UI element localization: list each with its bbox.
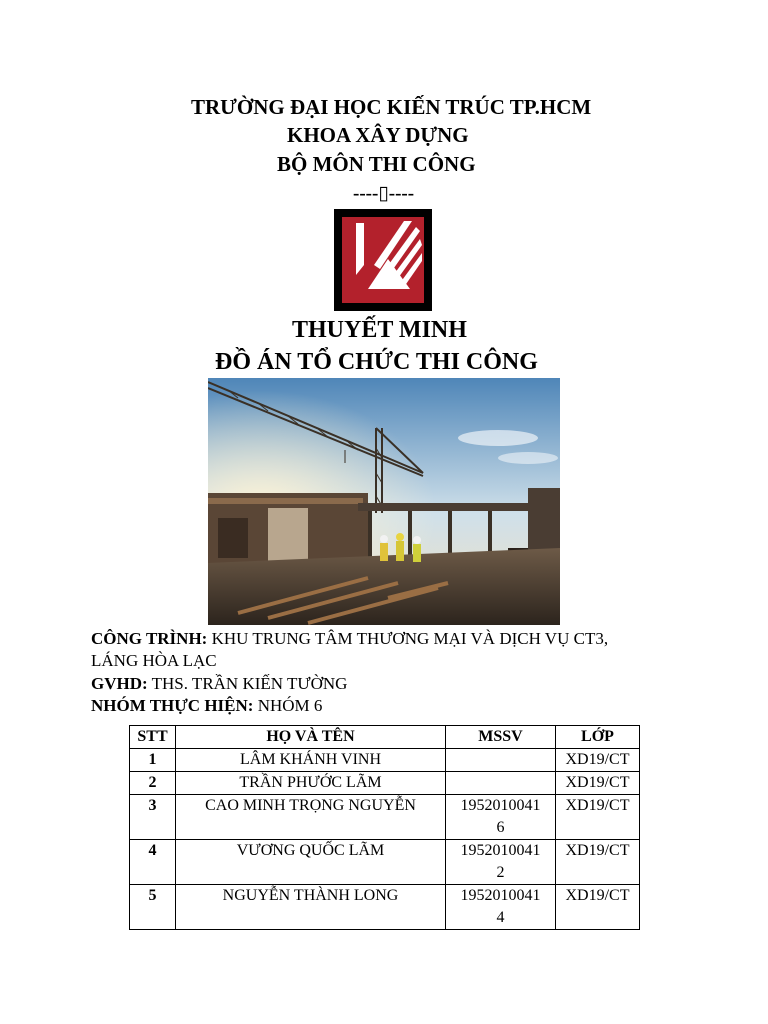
row-stt: 5 bbox=[130, 885, 176, 930]
table-row bbox=[130, 772, 640, 795]
row-class: XD19/CT bbox=[556, 749, 640, 772]
row-stt: 4 bbox=[130, 840, 176, 885]
row-stt: 1 bbox=[130, 749, 176, 772]
university-logo-icon bbox=[334, 209, 432, 311]
group-line bbox=[91, 695, 322, 717]
row-class: XD19/CT bbox=[556, 772, 640, 795]
group-value: NHÓM 6 bbox=[257, 696, 323, 715]
document-title: THUYẾT MINH bbox=[292, 317, 467, 343]
row-stt: 2 bbox=[130, 772, 176, 795]
advisor-value: THS. TRẦN KIẾN TƯỜNG bbox=[151, 674, 348, 693]
table-row bbox=[130, 795, 640, 840]
department-name: BỘ MÔN THI CÔNG bbox=[277, 152, 476, 176]
project-label: CÔNG TRÌNH: bbox=[91, 629, 208, 648]
row-mssv: 1952010041 2 bbox=[446, 840, 556, 885]
advisor-label: GVHD: bbox=[91, 674, 148, 693]
university-logo bbox=[334, 209, 432, 311]
row-mssv: 1952010041 4 bbox=[446, 885, 556, 930]
project-value: KHU TRUNG TÂM THƯƠNG MẠI VÀ DỊCH VỤ CT3, bbox=[211, 629, 609, 648]
construction-site-photo bbox=[208, 378, 560, 625]
row-stt: 3 bbox=[130, 795, 176, 840]
project-line bbox=[91, 628, 608, 650]
advisor-line bbox=[91, 673, 347, 695]
row-mssv bbox=[446, 772, 556, 795]
member-table bbox=[129, 725, 640, 930]
table-row bbox=[130, 840, 640, 885]
header-divider: ----▯---- bbox=[353, 183, 415, 204]
school-name: TRƯỜNG ĐẠI HỌC KIẾN TRÚC TP.HCM bbox=[191, 95, 592, 119]
table-row bbox=[130, 749, 640, 772]
header-class: LỚP bbox=[556, 726, 640, 749]
row-mssv: 1952010041 6 bbox=[446, 795, 556, 840]
row-name: CAO MINH TRỌNG NGUYỄN bbox=[176, 795, 446, 840]
document-subtitle: ĐỒ ÁN TỔ CHỨC THI CÔNG bbox=[215, 349, 538, 375]
row-name: TRẦN PHƯỚC LÃM bbox=[176, 772, 446, 795]
faculty-name: KHOA XÂY DỰNG bbox=[287, 123, 469, 147]
row-name: VƯƠNG QUỐC LÃM bbox=[176, 840, 446, 885]
row-class: XD19/CT bbox=[556, 885, 640, 930]
table-header-row bbox=[130, 726, 640, 749]
header-mssv: MSSV bbox=[446, 726, 556, 749]
row-class: XD19/CT bbox=[556, 795, 640, 840]
group-label: NHÓM THỰC HIỆN: bbox=[91, 696, 254, 715]
table-row bbox=[130, 885, 640, 930]
project-value-continued: LÁNG HÒA LẠC bbox=[91, 651, 217, 670]
row-mssv bbox=[446, 749, 556, 772]
row-name: LÂM KHÁNH VINH bbox=[176, 749, 446, 772]
header-name: HỌ VÀ TÊN bbox=[176, 726, 446, 749]
header-stt: STT bbox=[130, 726, 176, 749]
row-class: XD19/CT bbox=[556, 840, 640, 885]
row-name: NGUYỄN THÀNH LONG bbox=[176, 885, 446, 930]
